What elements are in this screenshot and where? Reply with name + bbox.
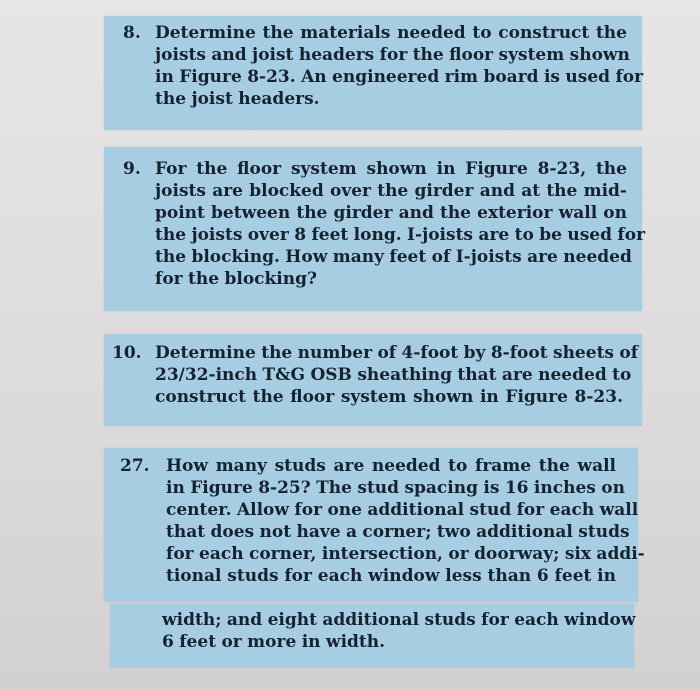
- problem-27-line-4: that does not have a corner; two additional studs: [166, 522, 630, 542]
- problem-27-line-5: for each corner, intersection, or doorway; six addi-: [166, 544, 645, 564]
- problem-27-line-2: in Figure 8-25? The stud spacing is 16 inches on: [166, 478, 625, 498]
- problem-8-line-1: Determine the materials needed to construct the: [155, 23, 627, 43]
- problem-9-line-5: the blocking. How many feet of I-joists are needed: [155, 247, 632, 267]
- problem-10-text: [155, 342, 639, 408]
- problem-27-line-6: tional studs for each window less than 6 feet in: [166, 566, 616, 586]
- problem-10-number: 10.: [112, 343, 142, 363]
- problem-27-text-continued: [162, 609, 636, 653]
- problem-27-line-3: center. Allow for one additional stud for each wall: [166, 500, 639, 520]
- problem-8-text: [155, 22, 644, 110]
- problem-8-line-2: joists and joist headers for the floor system shown: [155, 45, 630, 65]
- problem-9-line-1: For the floor system shown in Figure 8-23, the: [155, 159, 627, 179]
- problem-10-line-1: Determine the number of 4-foot by 8-foot sheets of: [155, 343, 639, 363]
- problem-9-line-6: for the blocking?: [155, 269, 317, 289]
- problem-9-text: [155, 158, 646, 290]
- problem-8-line-4: the joist headers.: [155, 89, 320, 109]
- problem-8-number: 8.: [123, 23, 141, 43]
- problem-10-line-3: construct the floor system shown in Figure 8-23.: [155, 387, 623, 407]
- problem-27-line-7: width; and eight additional studs for each window: [162, 610, 636, 630]
- problem-27-line-8: 6 feet or more in width.: [162, 632, 386, 652]
- problem-27-number: 27.: [120, 456, 150, 476]
- problem-27-text: [166, 455, 645, 587]
- problem-9-line-3: point between the girder and the exterior wall on: [155, 203, 627, 223]
- problem-8-line-3: in Figure 8-23. An engineered rim board is used for: [155, 67, 644, 87]
- problem-9-number: 9.: [123, 159, 141, 179]
- problem-9-line-4: the joists over 8 feet long. I-joists are to be used for: [155, 225, 646, 245]
- problem-27-line-1: How many studs are needed to frame the wall: [166, 456, 616, 476]
- problem-9-line-2: joists are blocked over the girder and at the mid-: [155, 181, 627, 201]
- problem-10-line-2: 23/32-inch T&G OSB sheathing that are needed to: [155, 365, 632, 385]
